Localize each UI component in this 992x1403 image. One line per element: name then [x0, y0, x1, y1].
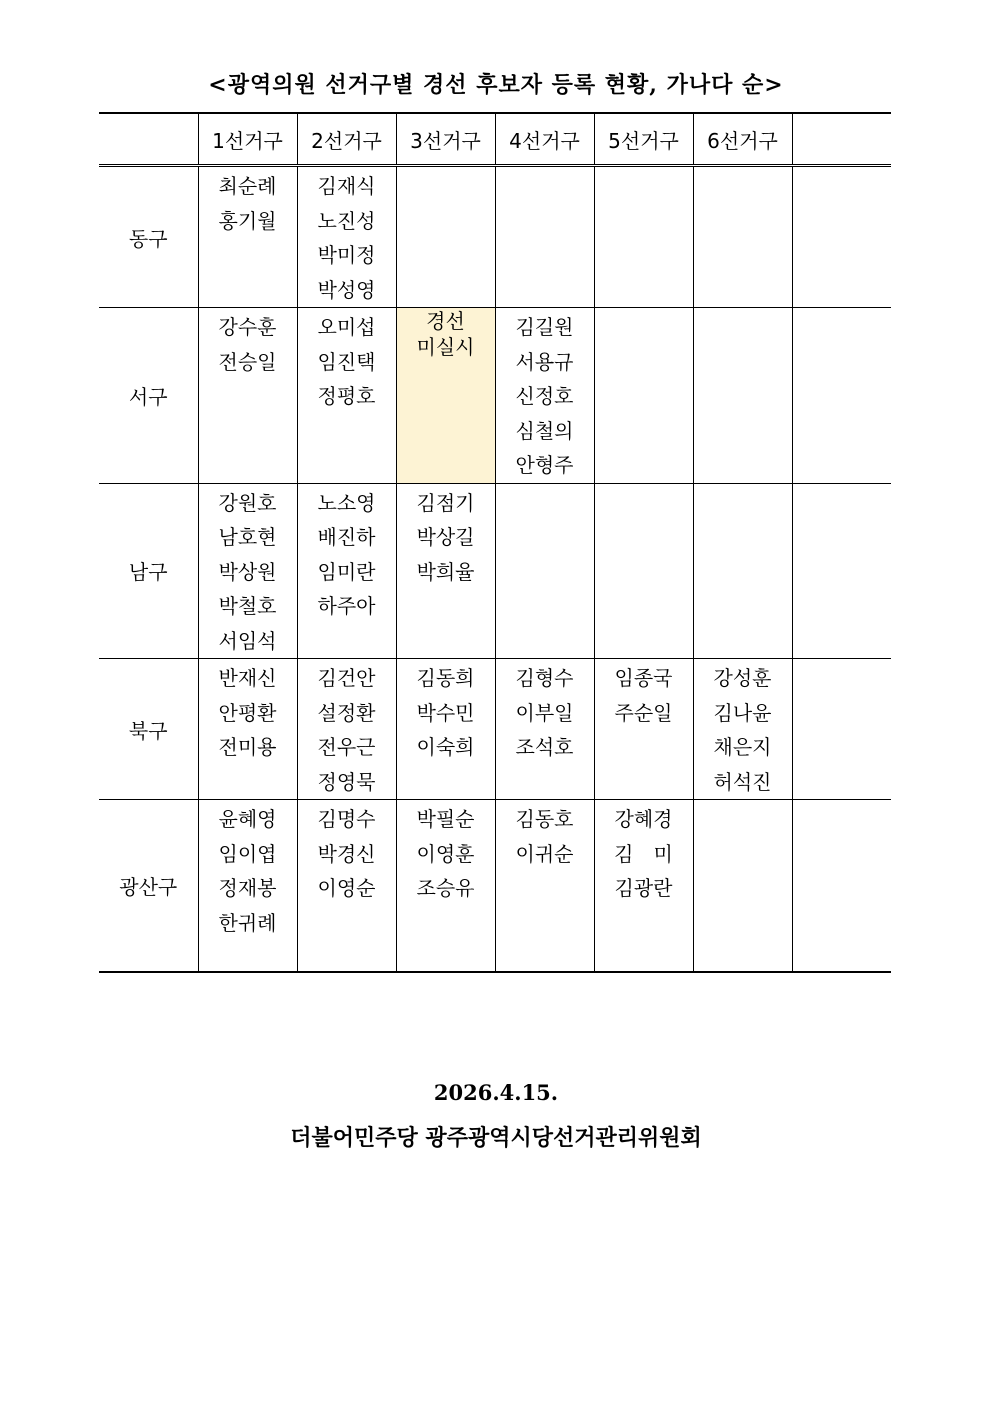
candidate-cell: [495, 308, 594, 484]
candidate-cell: [396, 166, 495, 308]
candidate-name: 김동희: [416, 666, 475, 690]
candidate-cell: [792, 659, 891, 800]
candidate-list: [793, 167, 892, 169]
candidate-list: [397, 800, 495, 906]
candidate-cell: [297, 659, 396, 800]
candidate-list: [694, 800, 792, 802]
candidate-name: 정재봉: [218, 876, 277, 900]
table-row: [99, 800, 891, 972]
candidate-cell: [792, 483, 891, 659]
candidate-name: 안형주: [515, 453, 574, 477]
table-header-row: [99, 113, 891, 166]
candidate-name: 박수민: [416, 700, 475, 725]
candidate-name: 김재식: [317, 174, 376, 198]
candidate-name: 박경신: [317, 841, 376, 866]
candidate-name: 반재신: [218, 666, 277, 690]
candidate-list: [397, 484, 495, 590]
candidate-name: 김형수: [515, 666, 574, 690]
candidate-cell: [396, 483, 495, 659]
candidate-name: 김동호: [515, 807, 574, 831]
candidate-cell: [198, 800, 297, 972]
candidate-name: 안평환: [218, 700, 277, 725]
candidate-cell: [495, 800, 594, 972]
candidate-list: [199, 659, 297, 765]
table-row: [99, 166, 891, 308]
candidate-list: [397, 659, 495, 765]
candidate-name: 설정환: [317, 700, 376, 725]
candidate-cell: [693, 659, 792, 800]
candidate-list: [793, 308, 892, 310]
candidate-name: 임진택: [317, 349, 376, 374]
candidate-list: [496, 800, 594, 871]
candidate-name: 임종국: [614, 666, 673, 690]
district-name: 남구: [99, 483, 198, 659]
candidate-name: 김점기: [416, 490, 475, 515]
district-name: 북구: [99, 659, 198, 800]
candidate-cell: [792, 800, 891, 972]
candidate-name: 전미용: [218, 735, 277, 759]
candidate-list: [595, 659, 693, 730]
candidate-name: 한귀례: [218, 910, 277, 935]
candidate-list: [793, 659, 892, 661]
no-primary-label: 경선: [426, 309, 465, 333]
header-district-4: 4선거구: [495, 113, 594, 166]
candidate-cell: [495, 166, 594, 308]
candidate-name: 노진성: [317, 208, 376, 233]
candidate-cell: [594, 800, 693, 972]
candidate-cell: [297, 800, 396, 972]
candidate-list: [298, 659, 396, 799]
candidate-name: 조승유: [416, 876, 475, 900]
header-district-5: 5선거구: [594, 113, 693, 166]
no-primary-label: 미실시: [416, 335, 475, 359]
candidate-cell: [297, 483, 396, 659]
candidate-cell: [693, 308, 792, 484]
candidate-list: [199, 167, 297, 238]
header-district-1: 1선거구: [198, 113, 297, 166]
header-district-6: 6선거구: [693, 113, 792, 166]
candidate-list: [199, 308, 297, 379]
candidate-name: 강수훈: [218, 315, 277, 339]
candidate-list: [496, 167, 594, 169]
candidate-name: 조석호: [515, 735, 574, 759]
candidate-list: [298, 308, 396, 414]
candidate-name: 홍기월: [218, 208, 277, 233]
candidate-name: 이영훈: [416, 841, 475, 866]
candidate-list: [595, 484, 693, 486]
candidate-name: 하주아: [317, 594, 376, 618]
candidate-name: 남호현: [218, 525, 277, 549]
candidate-name: 박철호: [218, 594, 277, 618]
footer-date: 2026.4.15.: [433, 1080, 559, 1105]
header-empty: [792, 113, 891, 166]
candidate-name: 채은지: [713, 735, 772, 759]
header-corner: [99, 113, 198, 166]
candidate-name: 허석진: [713, 769, 772, 794]
candidate-name: 김광란: [614, 876, 673, 900]
candidate-list: [595, 167, 693, 169]
candidate-cell: [396, 800, 495, 972]
candidate-name: 정평호: [317, 384, 376, 408]
candidate-name: 박필순: [416, 807, 475, 831]
candidate-name: 박미정: [317, 243, 376, 267]
candidate-name: 김길원: [515, 315, 574, 339]
candidate-cell: [198, 308, 297, 484]
candidate-name: 심철의: [515, 418, 574, 443]
candidate-cell: [198, 166, 297, 308]
candidate-name: 정영묵: [317, 769, 376, 794]
candidate-name: 오미섭: [317, 315, 376, 339]
candidate-name: 윤혜영: [218, 807, 277, 831]
district-name: 서구: [99, 308, 198, 484]
candidate-name: 임이엽: [218, 841, 277, 866]
candidate-list: [298, 800, 396, 906]
candidate-name: 이숙희: [416, 735, 475, 759]
candidate-list: [694, 484, 792, 486]
candidate-name: 배진하: [317, 525, 376, 549]
header-district-2: 2선거구: [297, 113, 396, 166]
candidate-name: 최순례: [218, 174, 277, 198]
candidate-name: 전승일: [218, 349, 277, 374]
candidate-list: [298, 484, 396, 624]
candidate-name: 주순일: [614, 700, 673, 725]
page-title: <광역의원 선거구별 경선 후보자 등록 현황, 가나다 순>: [208, 72, 784, 98]
candidate-table: [99, 112, 891, 973]
candidate-cell: [594, 659, 693, 800]
candidate-name: 박희율: [416, 559, 475, 584]
candidate-name: 김 미: [614, 841, 673, 866]
candidate-name: 이부일: [515, 700, 574, 725]
candidate-cell: [594, 483, 693, 659]
candidate-name: 박상길: [416, 525, 475, 549]
candidate-name: 김나윤: [713, 700, 772, 725]
candidate-cell: [594, 308, 693, 484]
candidate-name: 전우근: [317, 735, 376, 759]
candidate-name: 서임석: [218, 628, 277, 653]
candidate-list: [595, 800, 693, 906]
candidate-name: 박성영: [317, 277, 376, 302]
candidate-list: [496, 659, 594, 765]
candidate-cell: [693, 800, 792, 972]
candidate-cell: [792, 308, 891, 484]
candidate-name: 노소영: [317, 490, 376, 515]
candidate-name: 강혜경: [614, 807, 673, 831]
table-row: [99, 659, 891, 800]
candidate-name: 이영순: [317, 876, 376, 900]
candidate-name: 김건안: [317, 666, 376, 690]
candidate-list: [496, 308, 594, 483]
candidate-cell: [693, 483, 792, 659]
candidate-cell: [396, 659, 495, 800]
candidate-cell: [693, 166, 792, 308]
candidate-name: 신정호: [515, 384, 574, 408]
candidate-list: [397, 167, 495, 169]
table-row: [99, 308, 891, 484]
candidate-cell: [495, 483, 594, 659]
header-district-3: 3선거구: [396, 113, 495, 166]
candidate-list: [694, 167, 792, 169]
candidate-cell: [198, 483, 297, 659]
candidate-name: 이귀순: [515, 841, 574, 866]
candidate-list: [793, 484, 892, 486]
candidate-name: 박상원: [218, 559, 277, 584]
candidate-name: 강성훈: [713, 666, 772, 690]
candidate-name: 임미란: [317, 559, 376, 584]
candidate-list: [199, 800, 297, 940]
candidate-list: [199, 484, 297, 659]
candidate-cell: [297, 308, 396, 484]
candidate-list: [793, 800, 892, 802]
candidate-cell: [297, 166, 396, 308]
candidate-list: [496, 484, 594, 486]
candidate-list: [298, 167, 396, 307]
candidate-list: [595, 308, 693, 310]
candidate-cell: [198, 659, 297, 800]
candidate-list: [694, 659, 792, 799]
candidate-list: [694, 308, 792, 310]
candidate-name: 김명수: [317, 807, 376, 831]
candidate-cell: [594, 166, 693, 308]
district-name: 광산구: [99, 800, 198, 972]
footer-organization: 더불어민주당 광주광역시당선거관리위원회: [290, 1125, 702, 1151]
candidate-name: 강원호: [218, 490, 277, 515]
candidate-name: 서용규: [515, 349, 574, 374]
district-name: 동구: [99, 166, 198, 308]
candidate-cell: [792, 166, 891, 308]
no-primary-cell: [396, 308, 495, 484]
table-row: [99, 483, 891, 659]
candidate-cell: [495, 659, 594, 800]
